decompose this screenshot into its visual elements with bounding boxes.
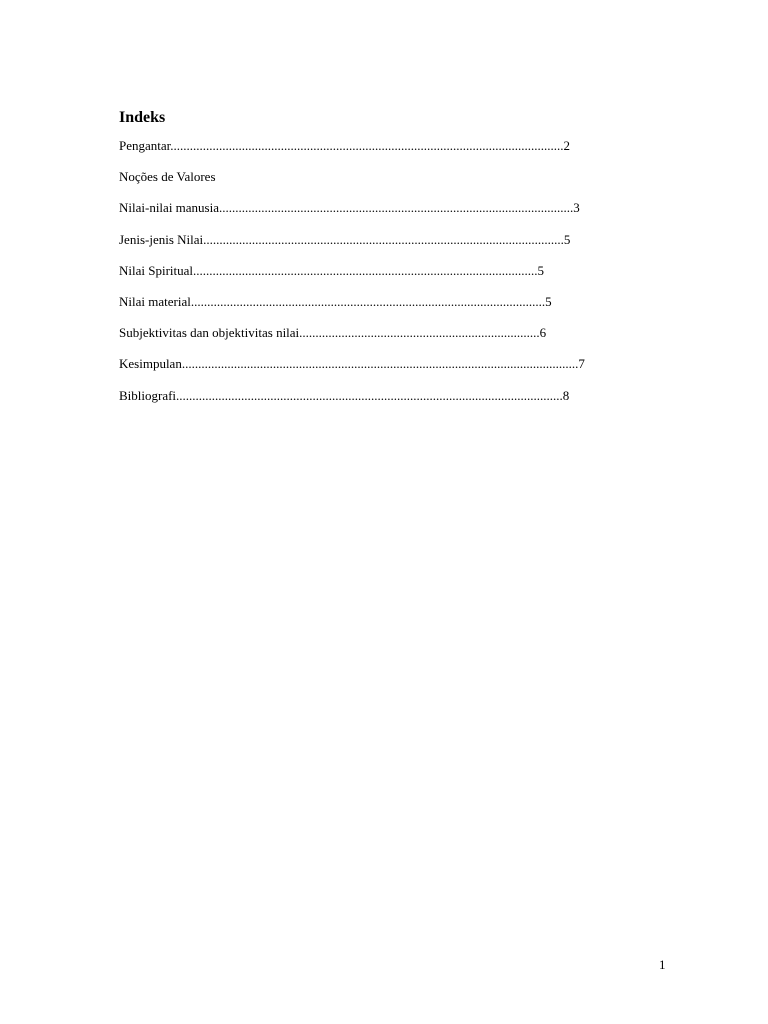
- toc-entry-nilai-spiritual: Nilai Spiritual..........................................................................................................5: [119, 262, 545, 278]
- toc-entry-nilai-material: Nilai material.............................................................................................................5: [119, 293, 552, 309]
- toc-entry-nilai-nilai-manusia: Nilai-nilai manusia.............................................................................................................3: [119, 200, 580, 216]
- table-of-contents: [119, 137, 585, 418]
- toc-entry-bibliografi: Bibliografi.......................................................................................................................8: [119, 387, 570, 403]
- toc-title: Indeks: [119, 109, 166, 126]
- page-number: 1: [659, 957, 666, 972]
- toc-entry-kesimpulan: Kesimpulan..........................................................................................................................7: [119, 356, 585, 372]
- toc-entry-jenis-jenis-nilai: Jenis-jenis Nilai...............................................................................................................5: [119, 231, 571, 247]
- toc-entry-subjektivitas: Subjektivitas dan objektivitas nilai..........................................................................6: [119, 325, 547, 341]
- toc-entry-pengantar: Pengantar.........................................................................................................................2: [119, 138, 571, 153]
- toc-entry-nocoes-de-valores: Noções de Valores: [119, 169, 216, 185]
